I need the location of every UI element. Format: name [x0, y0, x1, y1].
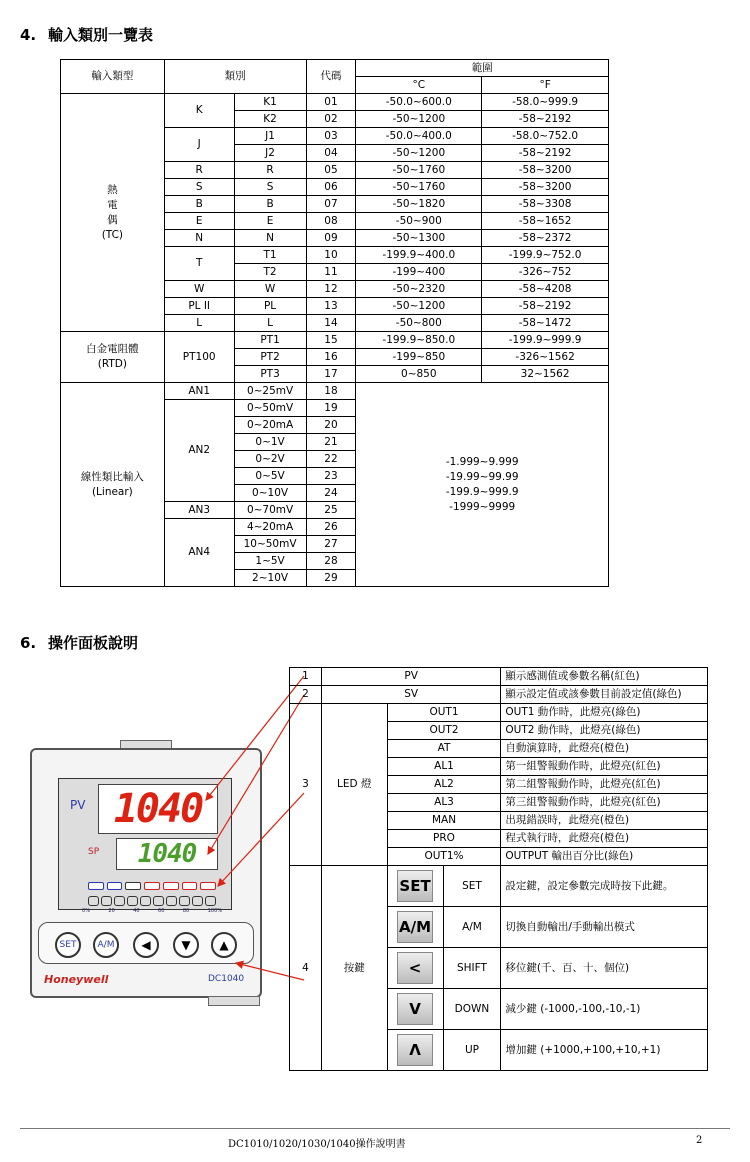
linear-range-line: -19.99~99.99: [445, 470, 519, 483]
auto-manual-button[interactable]: A/M: [93, 932, 119, 958]
type-cell: S: [234, 179, 306, 196]
celsius-range-cell: -50~1760: [356, 162, 482, 179]
fahrenheit-range-cell: -58~3200: [482, 162, 609, 179]
key-icon-cell: [387, 989, 443, 1030]
fahrenheit-range-cell: -58.0~999.9: [482, 94, 609, 111]
linear-label-line: 線性類比輸入: [80, 470, 144, 483]
linear-range-line: -1.999~9.999: [445, 455, 519, 468]
code-cell: 28: [306, 553, 356, 570]
group-cell: B: [164, 196, 234, 213]
fahrenheit-range-cell: 32~1562: [482, 366, 609, 383]
type-cell: T1: [234, 247, 306, 264]
key-icon-cell: [387, 948, 443, 989]
type-cell: 2~10V: [234, 570, 306, 587]
thermocouple-label-line: 熱: [107, 183, 118, 196]
fahrenheit-range-cell: -58~2192: [482, 145, 609, 162]
scale-label: 60: [158, 908, 165, 914]
linear-range-line: -1999~9999: [449, 500, 516, 513]
code-cell: 15: [306, 332, 356, 349]
fahrenheit-range-cell: -58~1652: [482, 213, 609, 230]
up-key-icon: Λ: [397, 1034, 433, 1066]
name-cell: AL2: [387, 776, 501, 794]
description-cell: 切換自動輸出/手動輸出模式: [501, 907, 708, 948]
description-cell: OUT2 動作時，此燈亮(綠色): [501, 722, 708, 740]
code-cell: 18: [306, 383, 356, 400]
type-cell: 0~5V: [234, 468, 306, 485]
type-cell: 0~25mV: [234, 383, 306, 400]
section-title: 輸入類別一覽表: [48, 26, 154, 44]
sp-label: SP: [88, 847, 100, 857]
celsius-range-cell: -50~1820: [356, 196, 482, 213]
code-cell: 21: [306, 434, 356, 451]
type-cell: E: [234, 213, 306, 230]
pv-label: PV: [70, 798, 86, 812]
fahrenheit-range-cell: -326~1562: [482, 349, 609, 366]
code-cell: 22: [306, 451, 356, 468]
group-cell: S: [164, 179, 234, 196]
type-cell: K1: [234, 94, 306, 111]
fahrenheit-range-cell: -58~1472: [482, 315, 609, 332]
description-cell: 增加鍵 (+1000,+100,+10,+1): [501, 1030, 708, 1071]
key-icon-cell: [387, 907, 443, 948]
description-cell: OUTPUT 輸出百分比(綠色): [501, 848, 708, 866]
description-cell: 自動演算時，此燈亮(橙色): [501, 740, 708, 758]
type-cell: R: [234, 162, 306, 179]
type-cell: 10~50mV: [234, 536, 306, 553]
shift-button[interactable]: ◀: [133, 932, 159, 958]
sp-display: 1040: [116, 838, 218, 870]
header-category: 類別: [164, 60, 306, 94]
code-cell: 23: [306, 468, 356, 485]
type-cell: T2: [234, 264, 306, 281]
type-cell: W: [234, 281, 306, 298]
type-cell: PT1: [234, 332, 306, 349]
name-cell: AL1: [387, 758, 501, 776]
group-cell: J: [164, 128, 234, 162]
pv-display: 1040: [98, 784, 218, 834]
code-cell: 14: [306, 315, 356, 332]
type-cell: K2: [234, 111, 306, 128]
fahrenheit-range-cell: -199.9~999.9: [482, 332, 609, 349]
code-cell: 06: [306, 179, 356, 196]
celsius-range-cell: -50~1200: [356, 111, 482, 128]
celsius-range-cell: -199.9~850.0: [356, 332, 482, 349]
celsius-range-cell: -50~1760: [356, 179, 482, 196]
down-button[interactable]: ▼: [173, 932, 199, 958]
name-cell: MAN: [387, 812, 501, 830]
code-cell: 08: [306, 213, 356, 230]
footer-doc-title: DC1010/1020/1030/1040操作說明書: [228, 1139, 406, 1150]
name-cell: OUT1%: [387, 848, 501, 866]
type-cell: 0~2V: [234, 451, 306, 468]
fahrenheit-range-cell: -58~2192: [482, 298, 609, 315]
name-cell: SHIFT: [443, 948, 501, 989]
header-celsius: °C: [356, 77, 482, 94]
name-cell: PRO: [387, 830, 501, 848]
code-cell: 16: [306, 349, 356, 366]
code-cell: 12: [306, 281, 356, 298]
header-input-type: 輸入類型: [61, 60, 165, 94]
type-cell: PT2: [234, 349, 306, 366]
scale-label: 20: [108, 908, 115, 914]
name-cell: OUT2: [387, 722, 501, 740]
code-cell: 07: [306, 196, 356, 213]
type-cell: 0~20mA: [234, 417, 306, 434]
fahrenheit-range-cell: -199.9~752.0: [482, 247, 609, 264]
fahrenheit-range-cell: -58~4208: [482, 281, 609, 298]
page-number: 2: [696, 1135, 703, 1146]
fahrenheit-range-cell: -58~3308: [482, 196, 609, 213]
led-group-label: LED 燈: [321, 704, 387, 866]
name-cell: PV: [321, 668, 501, 686]
set-key-icon: SET: [397, 870, 433, 902]
header-code: 代碼: [306, 60, 356, 94]
code-cell: 11: [306, 264, 356, 281]
fahrenheit-range-cell: -58.0~752.0: [482, 128, 609, 145]
scale-label: 80: [182, 908, 190, 914]
group-cell: L: [164, 315, 234, 332]
type-cell: B: [234, 196, 306, 213]
key-icon-cell: [387, 866, 443, 907]
section-title: 操作面板說明: [48, 634, 139, 652]
celsius-range-cell: -50~800: [356, 315, 482, 332]
code-cell: 01: [306, 94, 356, 111]
header-range: 範圍: [356, 60, 609, 77]
celsius-range-cell: -50~2320: [356, 281, 482, 298]
type-cell: J2: [234, 145, 306, 162]
down-key-icon: V: [397, 993, 433, 1025]
celsius-range-cell: -50~1300: [356, 230, 482, 247]
group-cell: PL II: [164, 298, 234, 315]
code-cell: 05: [306, 162, 356, 179]
celsius-range-cell: 0~850: [356, 366, 482, 383]
name-cell: A/M: [443, 907, 501, 948]
group-cell: N: [164, 230, 234, 247]
code-cell: 09: [306, 230, 356, 247]
scale-label: 100%: [207, 908, 222, 914]
code-cell: 04: [306, 145, 356, 162]
table-row: [290, 686, 708, 704]
key-icon-cell: [387, 1030, 443, 1071]
description-cell: 第一組警報動作時，此燈亮(紅色): [501, 758, 708, 776]
type-cell: 0~10V: [234, 485, 306, 502]
description-cell: 減少鍵 (-1000,-100,-10,-1): [501, 989, 708, 1030]
name-cell: UP: [443, 1030, 501, 1071]
type-cell: 4~20mA: [234, 519, 306, 536]
celsius-range-cell: -50~1200: [356, 145, 482, 162]
scale-label: 0%: [82, 908, 90, 914]
name-cell: DOWN: [443, 989, 501, 1030]
index-cell: 2: [290, 686, 322, 704]
type-cell: 0~70mV: [234, 502, 306, 519]
index-cell: 3: [290, 704, 322, 866]
type-cell: J1: [234, 128, 306, 145]
type-cell: 0~50mV: [234, 400, 306, 417]
name-cell: AL3: [387, 794, 501, 812]
key-group-label: 按鍵: [321, 866, 387, 1071]
group-cell: AN3: [164, 502, 234, 519]
celsius-range-cell: -199~850: [356, 349, 482, 366]
celsius-range-cell: -50.0~600.0: [356, 94, 482, 111]
group-cell: PT100: [164, 332, 234, 383]
group-cell: AN1: [164, 383, 234, 400]
type-cell: 0~1V: [234, 434, 306, 451]
group-cell: AN4: [164, 519, 234, 587]
description-cell: 程式執行時，此燈亮(橙色): [501, 830, 708, 848]
table-row: [290, 866, 708, 907]
index-cell: 1: [290, 668, 322, 686]
code-cell: 26: [306, 519, 356, 536]
set-button[interactable]: SET: [55, 932, 81, 958]
linear-range-line: -199.9~999.9: [445, 485, 519, 498]
thermocouple-label-line: 電: [107, 198, 118, 211]
description-cell: 第二組警報動作時，此燈亮(紅色): [501, 776, 708, 794]
celsius-range-cell: -50~1200: [356, 298, 482, 315]
auto-manual-key-icon: A/M: [397, 911, 433, 943]
code-cell: 20: [306, 417, 356, 434]
code-cell: 19: [306, 400, 356, 417]
panel-description-table: [289, 667, 708, 1071]
description-cell: 出現錯誤時，此燈亮(橙色): [501, 812, 708, 830]
group-cell: K: [164, 94, 234, 128]
code-cell: 02: [306, 111, 356, 128]
table-row: [290, 704, 708, 722]
code-cell: 29: [306, 570, 356, 587]
shift-key-icon: <: [397, 952, 433, 984]
fahrenheit-range-cell: -326~752: [482, 264, 609, 281]
celsius-range-cell: -199.9~400.0: [356, 247, 482, 264]
code-cell: 25: [306, 502, 356, 519]
fahrenheit-range-cell: -58~3200: [482, 179, 609, 196]
fahrenheit-range-cell: -58~2192: [482, 111, 609, 128]
description-cell: 設定鍵，設定參數完成時按下此鍵。: [501, 866, 708, 907]
thermocouple-label-line: 偶: [107, 213, 118, 226]
description-cell: 第三組警報動作時，此燈亮(紅色): [501, 794, 708, 812]
type-cell: PT3: [234, 366, 306, 383]
index-cell: 4: [290, 866, 322, 1071]
model-label: DC1040: [208, 974, 245, 984]
description-cell: 顯示感測值或參數名稱(紅色): [501, 668, 708, 686]
code-cell: 03: [306, 128, 356, 145]
name-cell: OUT1: [387, 704, 501, 722]
group-cell: T: [164, 247, 234, 281]
header-fahrenheit: °F: [482, 77, 609, 94]
type-cell: N: [234, 230, 306, 247]
description-cell: 顯示設定值或該參數目前設定值(綠色): [501, 686, 708, 704]
code-cell: 27: [306, 536, 356, 553]
table-row: [290, 668, 708, 686]
code-cell: 17: [306, 366, 356, 383]
group-cell: AN2: [164, 400, 234, 502]
code-cell: 24: [306, 485, 356, 502]
section-number: 6.: [20, 634, 37, 652]
linear-label-line: (Linear): [91, 485, 133, 498]
rtd-label-line: (RTD): [97, 358, 127, 370]
section-number: 4.: [20, 26, 37, 44]
group-cell: R: [164, 162, 234, 179]
footer-divider: [20, 1128, 730, 1129]
group-cell: E: [164, 213, 234, 230]
type-cell: 1~5V: [234, 553, 306, 570]
name-cell: SET: [443, 866, 501, 907]
name-cell: SV: [321, 686, 501, 704]
name-cell: AT: [387, 740, 501, 758]
celsius-range-cell: -199~400: [356, 264, 482, 281]
scale-label: 40: [133, 908, 140, 914]
celsius-range-cell: -50.0~400.0: [356, 128, 482, 145]
description-cell: OUT1 動作時，此燈亮(綠色): [501, 704, 708, 722]
code-cell: 10: [306, 247, 356, 264]
fahrenheit-range-cell: -58~2372: [482, 230, 609, 247]
description-cell: 移位鍵(千、百、十、個位): [501, 948, 708, 989]
celsius-range-cell: -50~900: [356, 213, 482, 230]
thermocouple-label-line: (TC): [101, 228, 124, 241]
group-cell: W: [164, 281, 234, 298]
type-cell: PL: [234, 298, 306, 315]
code-cell: 13: [306, 298, 356, 315]
up-button[interactable]: ▲: [211, 932, 237, 958]
brand-logo: Honeywell: [44, 973, 109, 986]
rtd-label-line: 白金電阻體: [86, 343, 139, 355]
type-cell: L: [234, 315, 306, 332]
